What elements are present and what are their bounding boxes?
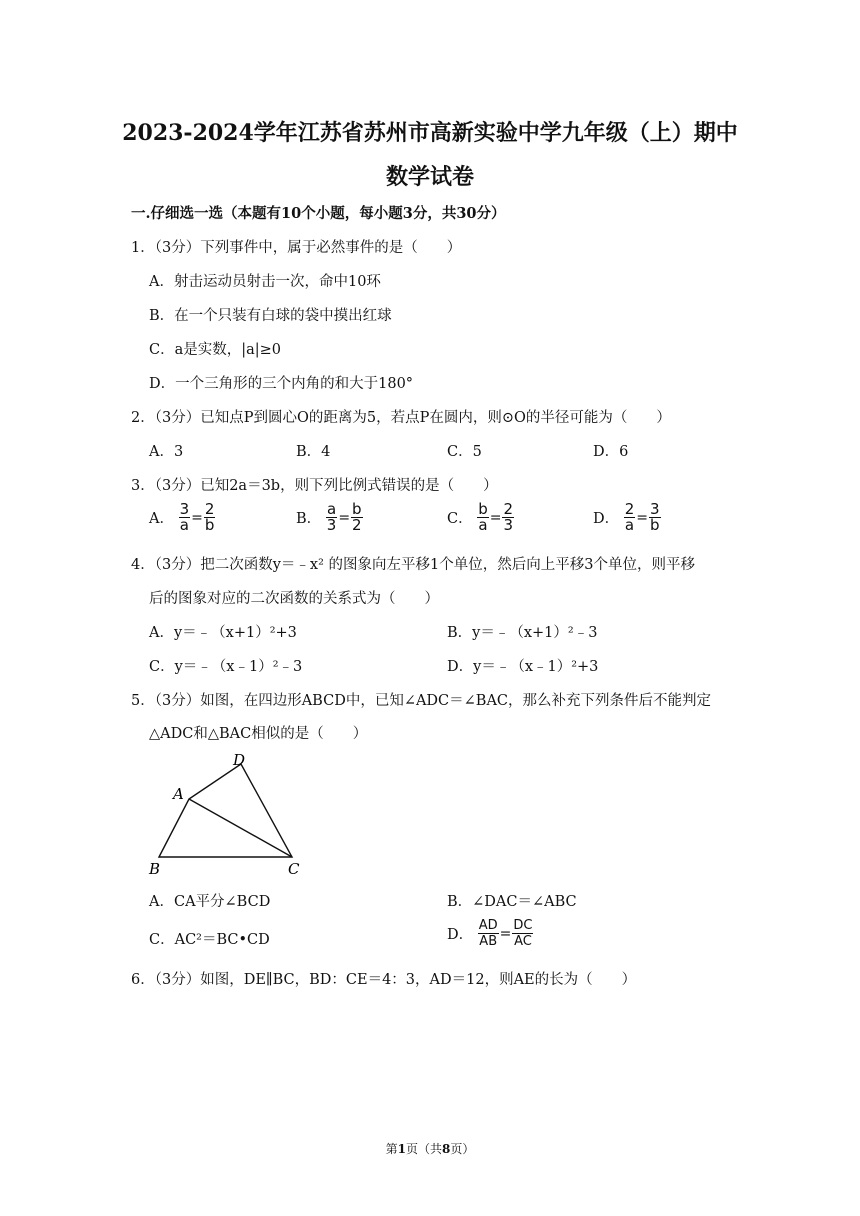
fraction	[477, 502, 489, 533]
document-title-line1: 2023-2024学年江苏省苏州市高新实验中学九年级（上）期中	[122, 120, 738, 146]
numerator: 3	[650, 500, 660, 518]
equals-sign: =	[636, 509, 649, 526]
footer-suffix: 页）	[450, 1142, 475, 1156]
denominator: 3	[503, 516, 514, 534]
q4-option-d: D．y＝﹣（x﹣1）²+3	[447, 659, 599, 675]
equals-sign: =	[191, 509, 203, 526]
vertex-label-b: B	[149, 860, 161, 878]
numerator: a	[326, 500, 337, 518]
equals-sign: =	[499, 925, 512, 942]
q2-option-d: D．6	[593, 444, 629, 460]
q3-option-b	[296, 502, 363, 533]
q2-stem: 2．（3分）已知点P到圆心O的距离为5，若点P在圆内，则⊙O的半径可能为（ ）	[131, 410, 671, 426]
denominator: a	[478, 516, 488, 534]
vertex-label-c: C	[288, 860, 300, 878]
q3-option-a-label: A．	[149, 511, 174, 527]
denominator: 3	[326, 516, 337, 534]
q5-option-d-label: D．	[447, 927, 474, 943]
fraction	[624, 502, 636, 533]
q5-option-a: A．CA平分∠BCD	[149, 894, 271, 910]
q5-option-c: C．AC²＝BC•CD	[149, 932, 270, 948]
q1-option-b: B．在一个只装有白球的袋中摸出红球	[149, 308, 392, 324]
fraction	[204, 502, 216, 533]
numerator: b	[352, 500, 362, 518]
denominator: b	[204, 516, 215, 534]
page-footer	[0, 1140, 860, 1157]
denominator: b	[650, 516, 660, 534]
q3-option-b-label: B．	[296, 511, 322, 527]
total-pages: 8	[442, 1142, 451, 1156]
fraction	[351, 502, 363, 533]
vertex-label-d: D	[233, 751, 246, 769]
numerator: 2	[204, 500, 215, 518]
q5-stem-line2: △ADC和△BAC相似的是（ ）	[149, 726, 368, 742]
denominator: AC	[514, 934, 532, 949]
numerator: b	[478, 500, 488, 518]
q5-option-d	[447, 918, 533, 949]
q1-option-c: C．a是实数，|a|≥0	[149, 342, 282, 358]
q4-option-b: B．y＝﹣（x+1）²﹣3	[447, 625, 598, 641]
q5-stem-line1: 5．（3分）如图，在四边形ABCD中，已知∠ADC＝∠BAC，那么补充下列条件后不能判定	[131, 693, 712, 709]
numerator: DC	[513, 918, 533, 933]
q2-option-a: A．3	[149, 444, 184, 460]
section-heading: 一.仔细选一选（本题有10个小题，每小题3分，共30分）	[131, 205, 506, 222]
denominator: a	[624, 516, 635, 534]
numerator: 2	[503, 500, 514, 518]
footer-prefix: 第	[385, 1142, 398, 1156]
denominator: AB	[479, 934, 498, 949]
quadrilateral-outline	[159, 764, 292, 857]
q5-option-b: B．∠DAC＝∠ABC	[447, 894, 577, 910]
q3-stem: 3．（3分）已知2a＝3b，则下列比例式错误的是（ ）	[131, 478, 498, 494]
fraction	[179, 502, 191, 533]
footer-mid: 页（共	[405, 1142, 442, 1156]
q6-stem: 6．（3分）如图，DE∥BC，BD：CE＝4：3，AD＝12，则AE的长为（ ）	[131, 972, 637, 988]
fraction	[502, 502, 514, 533]
equals-sign: =	[338, 509, 351, 526]
numerator: AD	[478, 918, 498, 933]
q2-option-c: C．5	[447, 444, 482, 460]
q1-stem: 1．（3分）下列事件中，属于必然事件的是（ ）	[131, 240, 462, 256]
q3-option-d	[593, 502, 661, 533]
fraction	[512, 918, 533, 949]
quadrilateral-figure	[140, 746, 320, 882]
fraction	[478, 918, 499, 949]
vertex-label-a: A	[173, 785, 184, 803]
q1-option-d: D．一个三角形的三个内角的和大于180°	[149, 376, 414, 392]
document-title-line2: 数学试卷	[385, 164, 474, 190]
q3-option-c	[447, 502, 514, 533]
q3-option-d-label: D．	[593, 511, 620, 527]
q3-option-a	[149, 502, 215, 533]
fraction	[326, 502, 338, 533]
q4-stem-line2: 后的图象对应的二次函数的关系式为（ ）	[149, 591, 439, 607]
numerator: 2	[624, 500, 635, 518]
denominator: a	[179, 516, 189, 534]
q1-option-a: A．射击运动员射击一次，命中10环	[149, 274, 381, 290]
q2-option-b: B．4	[296, 444, 331, 460]
q4-option-a: A．y＝﹣（x+1）²+3	[149, 625, 297, 641]
q4-stem-line1: 4．（3分）把二次函数y＝﹣x² 的图象向左平移1个单位，然后向上平移3个单位，则平移	[131, 557, 695, 573]
q3-option-c-label: C．	[447, 511, 473, 527]
page-number: 1	[397, 1142, 406, 1156]
fraction	[649, 502, 661, 533]
equals-sign: =	[489, 509, 502, 526]
numerator: 3	[179, 500, 190, 518]
q4-option-c: C．y＝﹣（x﹣1）²﹣3	[149, 659, 303, 675]
denominator: 2	[352, 516, 362, 534]
